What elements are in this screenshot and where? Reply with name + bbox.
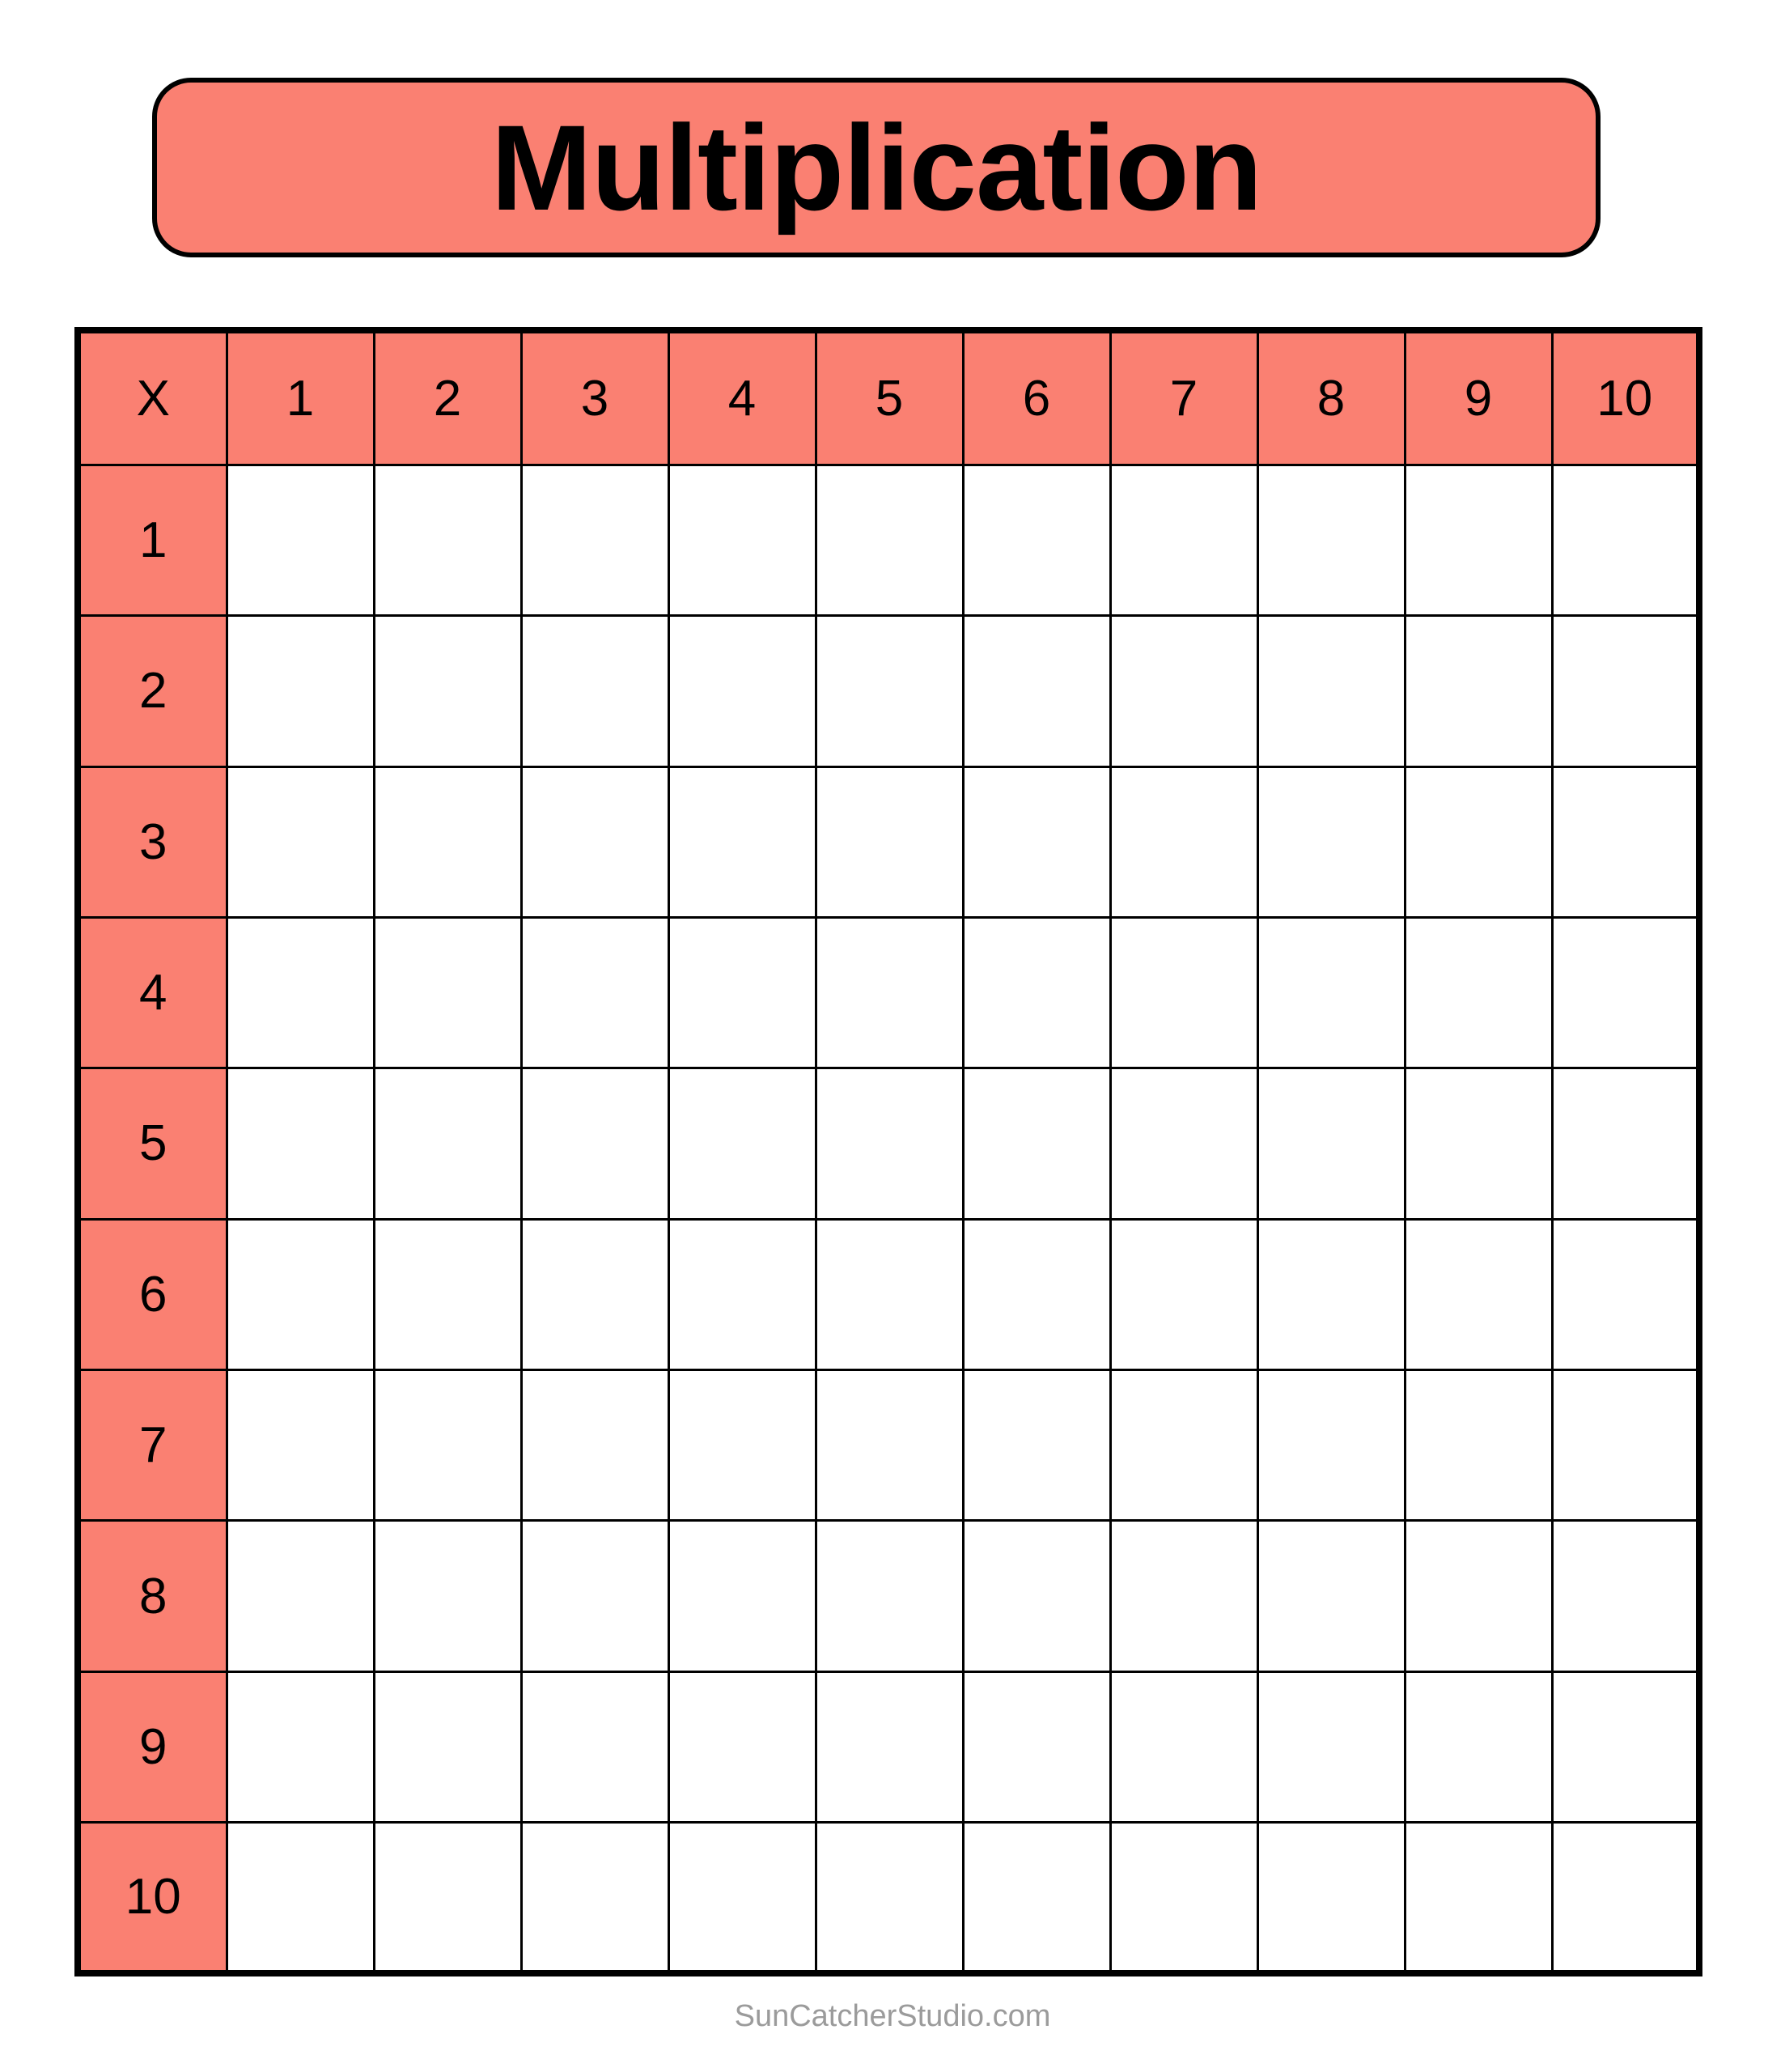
table-row: [78, 766, 1699, 917]
answer-cell[interactable]: [963, 1823, 1110, 1973]
answer-cell[interactable]: [963, 917, 1110, 1068]
table-row: [78, 616, 1699, 766]
table-row: [78, 1219, 1699, 1369]
table-row: [78, 1823, 1699, 1973]
answer-cell[interactable]: [1110, 1068, 1257, 1219]
table-header-row: [78, 330, 1699, 465]
answer-cell[interactable]: [521, 465, 668, 615]
row-header: 10: [78, 1823, 227, 1973]
answer-cell[interactable]: [963, 1369, 1110, 1520]
answer-cell[interactable]: [227, 917, 374, 1068]
table-row: [78, 1521, 1699, 1671]
answer-cell[interactable]: [668, 1219, 816, 1369]
column-header: 8: [1257, 330, 1405, 465]
column-header: 9: [1405, 330, 1552, 465]
row-header: 3: [78, 766, 227, 917]
answer-cell[interactable]: [963, 1219, 1110, 1369]
answer-cell[interactable]: [1257, 766, 1405, 917]
answer-cell[interactable]: [1110, 1521, 1257, 1671]
row-header: 2: [78, 616, 227, 766]
table-row: [78, 1671, 1699, 1822]
answer-cell[interactable]: [374, 1068, 521, 1219]
row-header: 1: [78, 465, 227, 615]
answer-cell[interactable]: [816, 1671, 963, 1822]
answer-cell[interactable]: [816, 465, 963, 615]
answer-cell[interactable]: [521, 766, 668, 917]
answer-cell[interactable]: [1257, 1369, 1405, 1520]
answer-cell[interactable]: [1552, 766, 1699, 917]
answer-cell[interactable]: [963, 616, 1110, 766]
answer-cell[interactable]: [227, 766, 374, 917]
table-row: [78, 917, 1699, 1068]
answer-cell[interactable]: [374, 917, 521, 1068]
answer-cell[interactable]: [963, 1671, 1110, 1822]
answer-cell[interactable]: [374, 1219, 521, 1369]
answer-cell[interactable]: [1257, 1219, 1405, 1369]
row-header: 5: [78, 1068, 227, 1219]
answer-cell[interactable]: [1405, 1521, 1552, 1671]
answer-cell[interactable]: [668, 1068, 816, 1219]
answer-cell[interactable]: [1405, 465, 1552, 615]
answer-cell[interactable]: [1552, 917, 1699, 1068]
answer-cell[interactable]: [227, 465, 374, 615]
answer-cell[interactable]: [227, 1369, 374, 1520]
answer-cell[interactable]: [1405, 616, 1552, 766]
answer-cell[interactable]: [1552, 1521, 1699, 1671]
answer-cell[interactable]: [816, 1521, 963, 1671]
answer-cell[interactable]: [1110, 616, 1257, 766]
column-header: 2: [374, 330, 521, 465]
answer-cell[interactable]: [227, 1068, 374, 1219]
title-banner-wrapper: [152, 78, 1601, 257]
answer-cell[interactable]: [668, 766, 816, 917]
answer-cell[interactable]: [374, 465, 521, 615]
answer-cell[interactable]: [668, 616, 816, 766]
answer-cell[interactable]: [1257, 1521, 1405, 1671]
answer-cell[interactable]: [816, 1823, 963, 1973]
answer-cell[interactable]: [374, 1521, 521, 1671]
column-header: 3: [521, 330, 668, 465]
answer-cell[interactable]: [521, 616, 668, 766]
answer-cell[interactable]: [521, 1369, 668, 1520]
answer-cell[interactable]: [816, 1369, 963, 1520]
answer-cell[interactable]: [1405, 1823, 1552, 1973]
answer-cell[interactable]: [374, 1823, 521, 1973]
answer-cell[interactable]: [1110, 1219, 1257, 1369]
row-header: 7: [78, 1369, 227, 1520]
answer-cell[interactable]: [668, 465, 816, 615]
answer-cell[interactable]: [227, 1521, 374, 1671]
page-title: Multiplication: [490, 100, 1262, 236]
answer-cell[interactable]: [1552, 1219, 1699, 1369]
answer-cell[interactable]: [668, 1823, 816, 1973]
column-header: 4: [668, 330, 816, 465]
answer-cell[interactable]: [1552, 1671, 1699, 1822]
answer-cell[interactable]: [521, 1521, 668, 1671]
answer-cell[interactable]: [816, 1068, 963, 1219]
answer-cell[interactable]: [1405, 1068, 1552, 1219]
answer-cell[interactable]: [1110, 766, 1257, 917]
answer-cell[interactable]: [1405, 1369, 1552, 1520]
answer-cell[interactable]: [816, 1219, 963, 1369]
answer-cell[interactable]: [1405, 1219, 1552, 1369]
answer-cell[interactable]: [521, 917, 668, 1068]
answer-cell[interactable]: [816, 766, 963, 917]
answer-cell[interactable]: [668, 1521, 816, 1671]
answer-cell[interactable]: [521, 1671, 668, 1822]
answer-cell[interactable]: [668, 1671, 816, 1822]
answer-cell[interactable]: [521, 1068, 668, 1219]
answer-cell[interactable]: [1110, 1369, 1257, 1520]
answer-cell[interactable]: [521, 1823, 668, 1973]
answer-cell[interactable]: [374, 616, 521, 766]
row-header: 8: [78, 1521, 227, 1671]
answer-cell[interactable]: [227, 1219, 374, 1369]
row-header: 4: [78, 917, 227, 1068]
table-row: [78, 465, 1699, 615]
answer-cell[interactable]: [1552, 1369, 1699, 1520]
title-banner: [152, 78, 1601, 257]
answer-cell[interactable]: [374, 1671, 521, 1822]
answer-cell[interactable]: [1110, 917, 1257, 1068]
column-header: 7: [1110, 330, 1257, 465]
answer-cell[interactable]: [668, 1369, 816, 1520]
answer-cell[interactable]: [227, 616, 374, 766]
answer-cell[interactable]: [1257, 1068, 1405, 1219]
answer-cell[interactable]: [963, 465, 1110, 615]
answer-cell[interactable]: [374, 766, 521, 917]
answer-cell[interactable]: [1552, 1823, 1699, 1973]
answer-cell[interactable]: [816, 616, 963, 766]
answer-cell[interactable]: [963, 1068, 1110, 1219]
multiplication-grid-wrapper: [74, 327, 1694, 1976]
answer-cell[interactable]: [1257, 465, 1405, 615]
answer-cell[interactable]: [963, 766, 1110, 917]
answer-cell[interactable]: [227, 1823, 374, 1973]
answer-cell[interactable]: [1257, 616, 1405, 766]
answer-cell[interactable]: [1552, 465, 1699, 615]
column-header: 1: [227, 330, 374, 465]
column-header: 6: [963, 330, 1110, 465]
answer-cell[interactable]: [1110, 1671, 1257, 1822]
footer-attribution: SunCatcherStudio.com: [734, 1999, 1051, 2033]
table-corner-operator: X: [78, 330, 227, 465]
answer-cell[interactable]: [1110, 465, 1257, 615]
answer-cell[interactable]: [374, 1369, 521, 1520]
table-row: [78, 1068, 1699, 1219]
answer-cell[interactable]: [227, 1671, 374, 1822]
multiplication-table: [74, 327, 1702, 1976]
answer-cell[interactable]: [1405, 766, 1552, 917]
answer-cell[interactable]: [1257, 1671, 1405, 1822]
answer-cell[interactable]: [1552, 616, 1699, 766]
column-header: 10: [1552, 330, 1699, 465]
answer-cell[interactable]: [1552, 1068, 1699, 1219]
answer-cell[interactable]: [668, 917, 816, 1068]
table-row: [78, 1369, 1699, 1520]
row-header: 9: [78, 1671, 227, 1822]
answer-cell[interactable]: [1405, 1671, 1552, 1822]
answer-cell[interactable]: [1257, 1823, 1405, 1973]
answer-cell[interactable]: [816, 917, 963, 1068]
answer-cell[interactable]: [1405, 917, 1552, 1068]
answer-cell[interactable]: [1257, 917, 1405, 1068]
column-header: 5: [816, 330, 963, 465]
answer-cell[interactable]: [963, 1521, 1110, 1671]
row-header: 6: [78, 1219, 227, 1369]
answer-cell[interactable]: [521, 1219, 668, 1369]
answer-cell[interactable]: [1110, 1823, 1257, 1973]
